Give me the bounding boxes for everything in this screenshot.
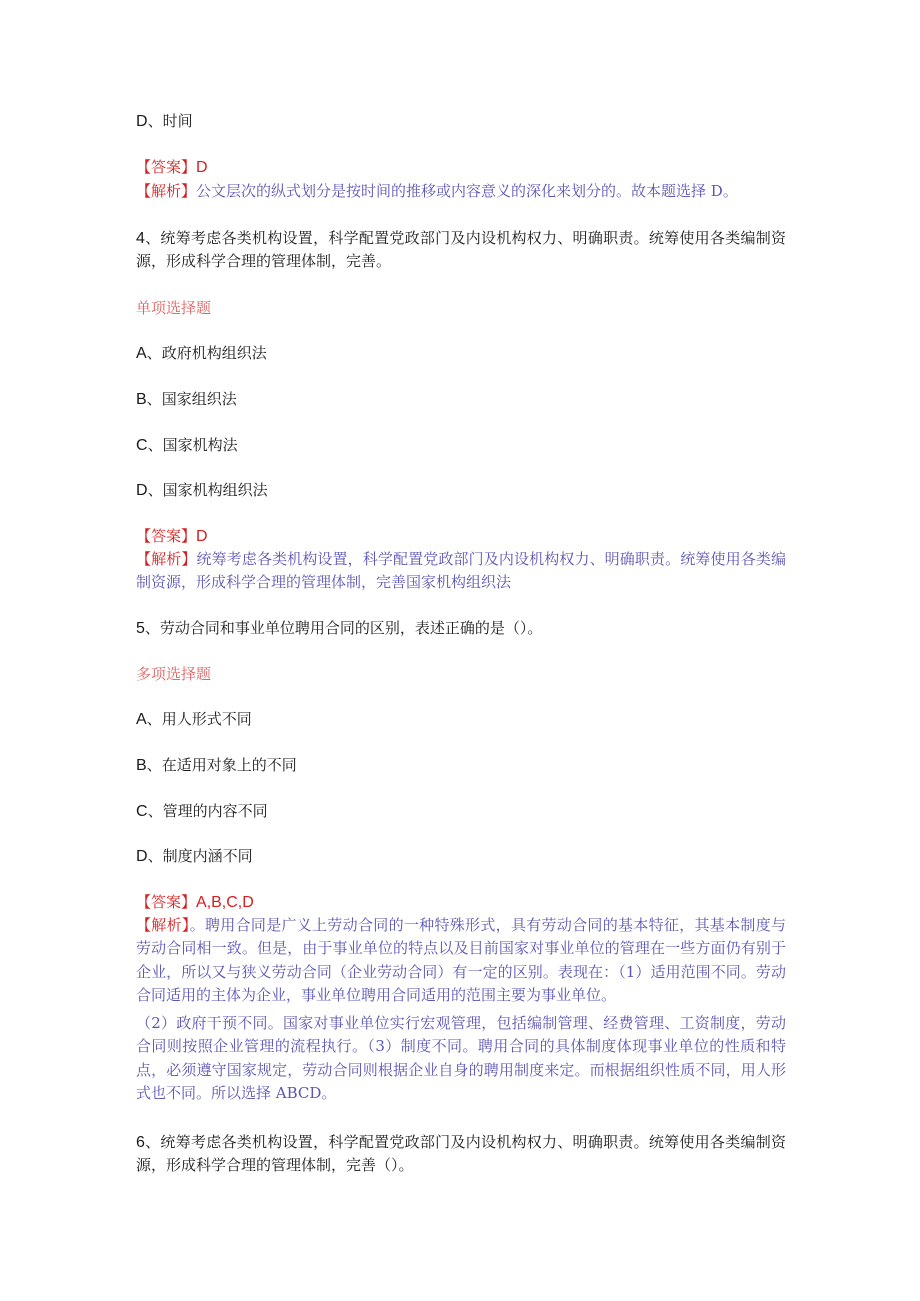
question-5-stem	[136, 617, 542, 640]
question-4-answer	[136, 525, 208, 548]
question-4-explanation	[136, 548, 786, 595]
prev-explanation	[136, 180, 786, 203]
explanation-text: 公文层次的纵式划分是按时间的推移或内容意义的深化来划分的。故本题选择 D。	[196, 182, 738, 200]
question-5-option-b: B、在适用对象上的不同	[136, 756, 297, 774]
question-5-option-d: D、制度内涵不同	[136, 847, 253, 865]
explanation-label: 【解析】	[136, 182, 197, 200]
question-4-type: 单项选择题	[136, 299, 212, 317]
question-text: 、统筹考虑各类机构设置，科学配置党政部门及内设机构权力、明确职责。统筹使用各类编制资源，形成科学合理的管理体制，完善。	[136, 229, 786, 271]
question-4-stem	[136, 227, 786, 274]
question-text: 、劳动合同和事业单位聘用合同的区别，表述正确的是（）。	[144, 619, 543, 637]
question-5-type: 多项选择题	[136, 665, 212, 683]
question-5-option-c: C、管理的内容不同	[136, 802, 268, 820]
answer-label: 【答案】	[136, 527, 197, 545]
question-4-option-d: D、国家机构组织法	[136, 481, 268, 499]
question-5-explanation-p2: （2）政府干预不同。国家对事业单位实行宏观管理，包括编制管理、经费管理、工资制度，劳动合同则按照企业管理的流程执行。（3）制度不同。聘用合同的具体制度体现事业单位的性质和特点，必须遵守国家规定，劳动合同则根据企业自身的聘用制度来定。而根据组织性质不同，用人形式也不同。所以选择 ABCD。	[136, 1014, 786, 1103]
question-4-option-b: B、国家组织法	[136, 390, 237, 408]
answer-value: A,B,C,D	[196, 894, 254, 911]
question-6-stem	[136, 1131, 786, 1178]
answer-value: D	[196, 159, 208, 176]
explanation-text: 统筹考虑各类机构设置，科学配置党政部门及内设机构权力、明确职责。统筹使用各类编制资源，形成科学合理的管理体制，完善国家机构组织法	[136, 550, 786, 592]
explanation-label: 【解析】	[136, 916, 190, 934]
prev-answer	[136, 156, 208, 179]
question-5-explanation-p1	[136, 914, 786, 1008]
answer-label: 【答案】	[136, 158, 197, 176]
question-number: 5	[136, 620, 145, 637]
prev-option-d: D、时间	[136, 112, 193, 130]
question-5-option-a: A、用人形式不同	[136, 710, 252, 728]
question-number: 4	[136, 230, 145, 247]
answer-value: D	[196, 528, 208, 545]
question-text: 、统筹考虑各类机构设置，科学配置党政部门及内设机构权力、明确职责。统筹使用各类编制资源，形成科学合理的管理体制，完善（）。	[136, 1133, 786, 1175]
question-4-option-c: C、国家机构法	[136, 436, 238, 454]
question-4-option-a: A、政府机构组织法	[136, 344, 267, 362]
explanation-label: 【解析】	[136, 550, 197, 568]
explanation-text: 。聘用合同是广义上劳动合同的一种特殊形式，具有劳动合同的基本特征，其基本制度与劳动合同相一致。但是，由于事业单位的特点以及目前国家对事业单位的管理在一些方面仍有别于企业，所以又与狭义劳动合同（企业劳动合同）有一定的区别。表现在：（1）适用范围不同。劳动合同适用的主体为企业，事业单位聘用合同适用的范围主要为事业单位。	[136, 916, 786, 1005]
question-number: 6	[136, 1134, 145, 1151]
question-5-answer	[136, 891, 254, 914]
answer-label: 【答案】	[136, 893, 197, 911]
